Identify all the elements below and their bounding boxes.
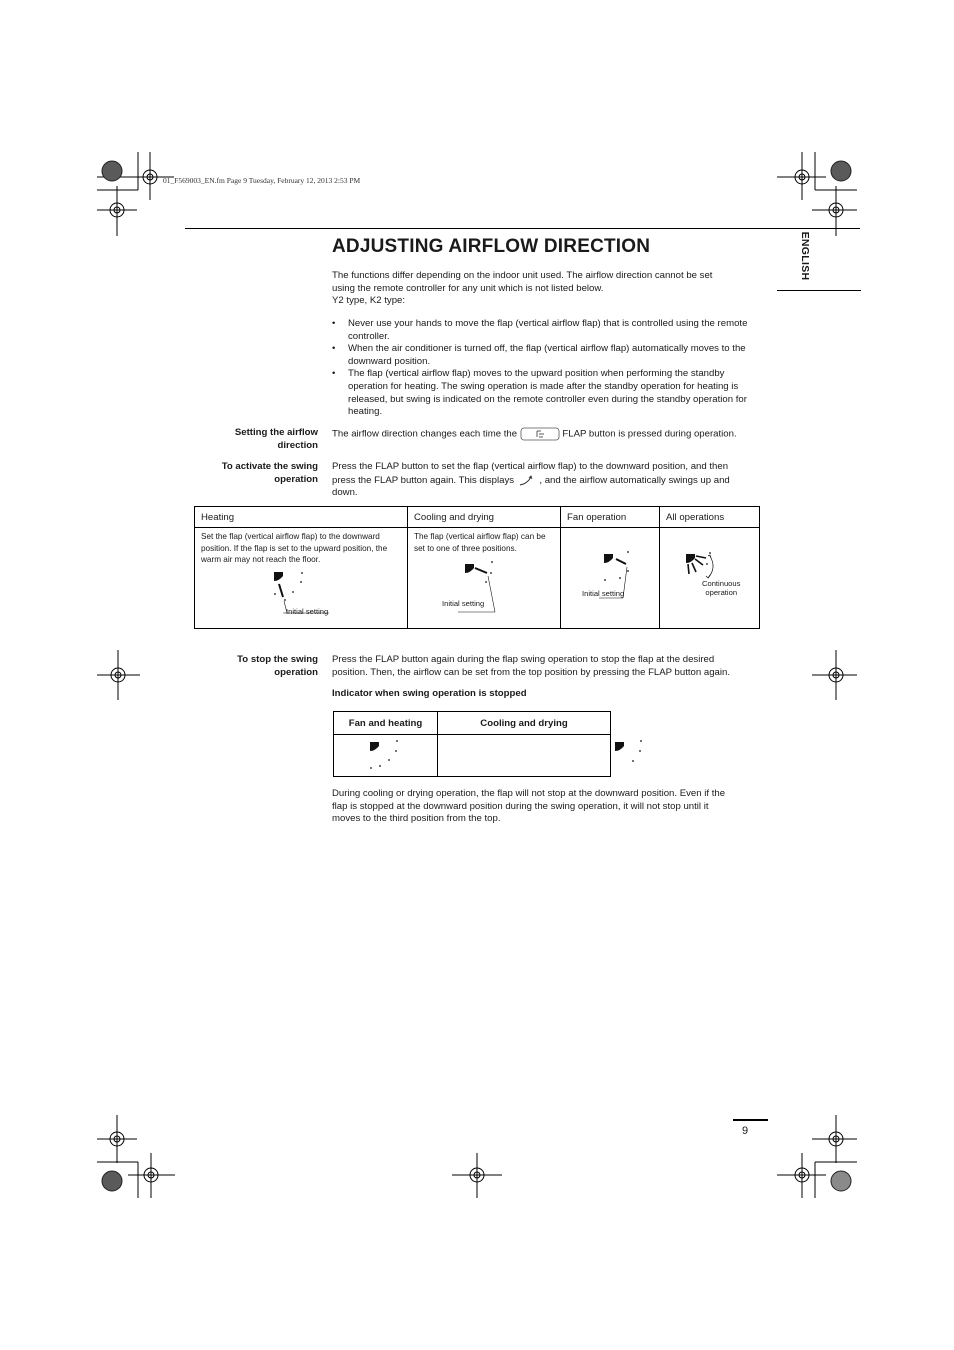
note-paragraph (332, 788, 772, 826)
note-line-1: During cooling or drying operation, the flap will not stop at the downward position. Even if the (332, 788, 726, 799)
setting-side-heading-line-1: Setting the airflow (234, 427, 318, 438)
table-row (334, 735, 611, 777)
activate-side-heading-line-1: To activate the swing (221, 461, 318, 472)
cooling-cell-body (408, 528, 560, 628)
fan-heating-indicator-body (334, 735, 437, 776)
activate-line-1: Press the FLAP button to set the flap (vertical airflow flap) to the downward position, and then (332, 461, 729, 472)
fan-cell-body (561, 528, 659, 628)
setting-side-heading (178, 427, 318, 452)
setting-paragraph (332, 427, 772, 441)
stop-line-1: Press the FLAP button again during the flap swing operation to stop the flap at the desired (332, 654, 715, 665)
stop-indicator-table (333, 711, 611, 777)
page-number: 9 (742, 1125, 749, 1137)
table-header-all: All operations (660, 507, 760, 528)
heating-description: Set the flap (vertical airflow flap) to the downward position. If the flap is set to the upward position, the warm air may not reach the floor. (201, 532, 388, 565)
list-item: • When the air conditioner is turned off, the flap (vertical airflow flap) automatically moves to the downward position. (332, 343, 762, 368)
language-tab (777, 228, 861, 291)
setting-side-heading-line-2: direction (277, 439, 318, 451)
setting-text-before: The airflow direction changes each time the (332, 428, 518, 440)
continuous-operation-line-2: operation (705, 588, 738, 597)
swing-indicator-icon (517, 474, 537, 487)
cooling-initial-setting-label: Initial setting (442, 599, 485, 608)
flap-button-icon (520, 427, 560, 441)
list-item: • Never use your hands to move the flap (vertical airflow flap) that is controlled using the remote controller. (332, 318, 762, 343)
table-row (195, 507, 760, 528)
table-row (334, 712, 611, 735)
stop-side-heading-line-1: To stop the swing (237, 654, 318, 665)
table-row (195, 528, 760, 629)
cooling-drying-stopped-indicator (613, 738, 653, 774)
cooling-cell (408, 528, 561, 629)
setting-text-after: FLAP button is pressed during operation. (562, 428, 737, 440)
header-rule (185, 228, 860, 229)
activate-line-2 (332, 474, 772, 488)
all-operations-cell (660, 528, 760, 629)
note-line-2: flap is stopped at the downward position during the swing operation, it will not stop until it (332, 800, 709, 812)
page-number-rule (733, 1119, 768, 1121)
stop-line-2: position. Then, the airflow can be set from the top position by pressing the FLAP button again. (332, 666, 731, 678)
stop-paragraph (332, 654, 772, 679)
heating-cell-body (195, 528, 407, 628)
fan-cell (561, 528, 660, 629)
language-tab-label: ENGLISH (799, 231, 811, 281)
intro-line-1: The functions differ depending on the indoor unit used. The airflow direction cannot be set (332, 270, 713, 281)
cooling-drying-indicator-cell (438, 735, 611, 777)
activate-paragraph (332, 461, 772, 500)
fan-heating-indicator-cell (334, 735, 438, 777)
print-header: 01_F569003_EN.fm Page 9 Tuesday, February 12, 2013 2:53 PM (163, 176, 361, 185)
heating-cell (195, 528, 408, 629)
activate-line-2-after: , and the airflow automatically swings up and (539, 474, 730, 486)
swing-table (194, 506, 760, 629)
fan-initial-setting-label: Initial setting (582, 589, 625, 598)
indicator-title: Indicator when swing operation is stopped (332, 688, 527, 699)
fan-heating-stopped-indicator (368, 738, 408, 774)
intro-line-3: Y2 type, K2 type: (332, 295, 406, 307)
stop-side-heading (178, 654, 318, 679)
list-item: • The flap (vertical airflow flap) moves to the upward position when performing the standby operation for heating. The swing operation is made after the standby operation for heating is released, but swing is indicated on the remote controller even during the standby operation for heating. (332, 368, 762, 418)
note-line-3: moves to the third position from the top. (332, 813, 501, 825)
table-header-cooling: Cooling and drying (408, 507, 561, 528)
activate-line-3: down. (332, 487, 358, 499)
continuous-operation-label (702, 579, 740, 597)
table-header-cooling-drying: Cooling and drying (438, 712, 611, 735)
stop-side-heading-line-2: operation (274, 666, 318, 678)
cooling-description: The flap (vertical airflow flap) can be set to one of three positions. (414, 532, 546, 553)
cooling-drying-indicator-body (438, 735, 610, 776)
table-header-fan-heating: Fan and heating (334, 712, 438, 735)
activate-side-heading (178, 461, 318, 486)
heating-initial-setting-label: Initial setting (286, 607, 329, 616)
page-title: ADJUSTING AIRFLOW DIRECTION (332, 236, 651, 257)
continuous-operation-line-1: Continuous (702, 579, 741, 588)
table-header-fan: Fan operation (561, 507, 660, 528)
caution-list (332, 318, 762, 419)
intro-line-2: using the remote controller for any unit which is not listed below. (332, 282, 604, 294)
activate-side-heading-line-2: operation (274, 473, 318, 485)
all-operations-cell-body (660, 528, 759, 628)
activate-line-2-before: press the FLAP button again. This displays (332, 474, 515, 486)
table-header-heating: Heating (195, 507, 408, 528)
intro-paragraph (332, 270, 772, 308)
